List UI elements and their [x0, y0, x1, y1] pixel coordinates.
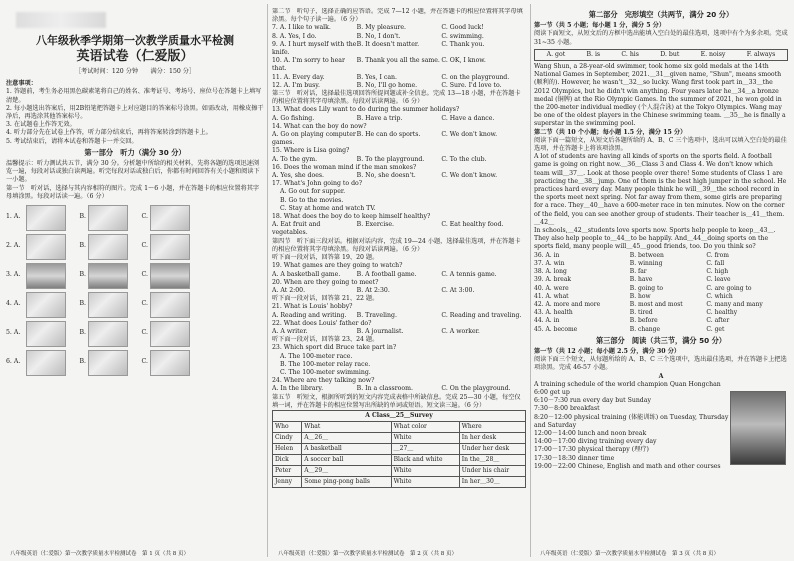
word-option: A. got	[546, 50, 566, 58]
option-label: C.	[141, 329, 148, 337]
word-option: D. but	[660, 50, 680, 58]
option: 38. A. long	[534, 268, 567, 276]
option: C. Good luck!	[441, 24, 484, 32]
option: B. winning	[629, 259, 663, 267]
question-options	[272, 287, 526, 295]
row-label: 2. A.	[6, 242, 21, 250]
question-row	[272, 24, 526, 32]
option: C. At 3:00.	[441, 286, 475, 294]
option: A. Eat fruit and vegetables.	[272, 221, 321, 237]
blurred-header	[16, 12, 106, 28]
option: B. Exercise.	[356, 221, 395, 229]
option-picture	[26, 234, 66, 260]
question: 16. Does the woman mind if the man smokes?	[272, 163, 417, 171]
row-label: 6. A.	[6, 358, 21, 366]
cell: Under his chair	[459, 465, 525, 476]
option: C. Eat healthy food.	[441, 221, 504, 229]
part2-title: 第二部分 完形填空（共两节，满分 20 分）	[588, 10, 734, 19]
note-item: 1. 答题前，考生务必用黑色碳素笔将自己的姓名、准考证号、考场号、座位号在答题卡上填写清楚。	[6, 88, 262, 104]
option: C. We don't know.	[441, 131, 498, 139]
option: 43. A. health	[534, 309, 573, 317]
schedule-line: 14:00－17:00 diving training every day	[534, 438, 657, 446]
question-options	[272, 131, 526, 147]
option: C. Reading and traveling.	[441, 311, 522, 319]
option-picture	[88, 205, 128, 231]
table-header	[273, 421, 526, 432]
word-option: C. his	[621, 50, 639, 58]
cloze-section1-intro: 第一节（共 5 小题；每小题 1 分，满分 5 分）	[534, 22, 666, 30]
option: C. many and many	[706, 300, 763, 308]
word-box	[534, 49, 788, 61]
cell: A basketball	[302, 443, 391, 454]
column-header: What color	[391, 421, 459, 432]
page-1	[6, 8, 264, 543]
option: A. A basketball game.	[272, 270, 341, 278]
page-2-footer: 八年级英语（仁爱版）第一次教学质量水平检测试卷 第 2 页（共 8 页）	[278, 551, 457, 557]
option-label: C.	[141, 300, 148, 308]
section2-intro: 第二节 听句子，选择正确的应答语。完成 7—12 小题，并在答题卡的相应位置将其字母填涂黑。每个句子读一遍。（6 分）	[272, 8, 523, 24]
question: 13. What does Lily want to do during the summer holidays?	[272, 106, 460, 114]
cell: White	[391, 432, 459, 443]
exam-meta: ［考试时间：120 分钟 满分：150 分］	[74, 68, 196, 75]
note-item: 4. 听力部分先在试卷上作答，听力部分结束后，再将答案转涂到答题卡上。	[6, 129, 212, 137]
question-options	[272, 156, 526, 164]
option: C. Thank you.	[441, 40, 485, 48]
option: A. At 2:00.	[272, 286, 306, 294]
option-picture	[26, 321, 66, 347]
question-row	[272, 74, 526, 82]
option: 41. A. what	[534, 292, 569, 300]
option: B. Have a trip.	[356, 114, 403, 122]
row-label: 3. A.	[6, 271, 21, 279]
cloze-row	[534, 285, 788, 293]
reading-section1-intro: 第一节（共 12 小题；每小题 2.5 分，满分 30 分）	[534, 347, 681, 355]
option: B. Traveling.	[356, 311, 397, 319]
option: B. At 2:30.	[356, 286, 390, 294]
table-row	[273, 465, 526, 476]
option: B. No, she doesn't.	[356, 172, 416, 180]
cell: Some ping-pong balls	[302, 476, 391, 487]
picture-row	[6, 349, 264, 376]
section4-note: 听下面一段对话，回答第 21、22 题。	[272, 295, 379, 303]
option: 12. A. I'm busy.	[272, 81, 320, 89]
option-label: B.	[79, 300, 86, 308]
table-row	[273, 454, 526, 465]
option: B. No, I don't.	[356, 32, 401, 40]
picture-row	[6, 262, 264, 289]
table-row	[273, 476, 526, 487]
question: 14. What can the boy do now?	[272, 122, 367, 130]
option: B. tired	[629, 309, 653, 317]
option: B. It doesn't matter.	[356, 40, 420, 48]
passage-sports-field: A lot of students are having all kinds of sports on the sports field. A football game is going on right now.＿36＿Class 3 and Class 4. We don't know which team will＿37＿. Look at those people over there! Some students of Class 1 are practicing the＿38＿jump. One of them is the best high jumper in the school. He practices hard every day. Many people think he will＿39＿the school record in the sports meet next spring. Not far away from them, some girls are preparing for a race. They＿40＿have a 600-meter race in ten minutes. Now on the corner of the field, you can see another group of students. Their teacher is＿41＿them.＿42＿	[534, 153, 787, 226]
table-title: A Class＿25＿Survey	[273, 410, 526, 421]
option: 39. A. break	[534, 276, 572, 284]
page-1-footer: 八年级英语（仁爱版）第一次教学质量水平检测试卷 第 1 页（共 8 页）	[10, 551, 189, 557]
option: B. how	[629, 292, 651, 300]
option: C. To the club.	[441, 155, 487, 163]
athlete-photo	[730, 391, 786, 465]
question-row	[272, 33, 526, 41]
part1-title: 第一部分 听力（满分 30 分）	[84, 147, 186, 157]
word-option: F. always	[746, 50, 776, 58]
note-item: 3. 在试题卷上作答无效。	[6, 121, 76, 129]
column-divider	[267, 4, 268, 557]
section4-note: 听下面一段对话，回答第 23、24 题。	[272, 336, 379, 344]
cloze-row	[534, 268, 788, 276]
passage-wang-shun: Wang Shun, a 28-year-old swimmer, took home six gold medals at the 14th National Games in September, 2021.＿31＿given name, "Shun", means smooth (顺利的). However, he wasn't＿32＿so lucky. Wang first took part in＿33＿the 2012 Olympics, but he didn't win anything. Four years later he＿34＿a bronze medal (铜牌) at the Rio Olympic Games. In the summer of 2021, he won gold in the 200-meter individual medley (个人混合泳) at the Tokyo Olympics. Wang may be one of the oldest players in the Chinese swimming team. ＿35＿he is finally a superstar in the swimming pool.	[534, 63, 786, 128]
cloze-row	[534, 326, 788, 334]
cloze-section1-text: 阅读下面短文，从短文后的方框中选出能填入空白处的最佳选项，选项中有个为多余项。完成 31~35 小题。	[534, 30, 788, 46]
page-2	[272, 8, 526, 543]
survey-table	[272, 410, 526, 488]
question: 15. Where is Lisa going?	[272, 147, 350, 155]
question-row	[272, 57, 526, 73]
option: B. A journalist.	[356, 327, 404, 335]
option: C. The 100-meter swimming.	[280, 368, 371, 376]
option: A. Go out for supper.	[280, 188, 346, 196]
cell: ＿27＿	[391, 443, 459, 454]
option: C. from	[706, 251, 729, 259]
option: C. leave	[706, 276, 731, 284]
passage-a-label: A	[658, 372, 664, 380]
schedule-line: 7:30－8:00 breakfast	[534, 405, 600, 413]
schedule-line: 17:00－17:30 physical therapy (理疗)	[534, 446, 649, 454]
option: C. high	[706, 268, 729, 276]
option: C. after	[706, 317, 730, 325]
option-label: B.	[79, 242, 86, 250]
option: 11. A. Every day.	[272, 73, 325, 81]
cell: White	[391, 465, 459, 476]
option-picture	[88, 292, 128, 318]
cell: Under her desk	[459, 443, 525, 454]
option: A. In the library.	[272, 385, 324, 393]
reading-section1-text: 阅读下面三个短文，从每题所给的 A、B、C 三个选项中，选出最佳选项，并在答题卡上把选项涂黑。完成 46-57 小题。	[534, 356, 787, 372]
option-picture	[150, 350, 190, 376]
question-options	[272, 385, 526, 393]
notes-title: 注意事项：	[6, 80, 37, 88]
question: 21. What is Louis' hobby?	[272, 303, 353, 311]
option-label: C.	[141, 242, 148, 250]
option-label: B.	[79, 271, 86, 279]
cell: White	[391, 476, 459, 487]
option: 8. A. Yes, I do.	[272, 32, 317, 40]
option: A. The 100-meter race.	[280, 352, 353, 360]
question: 19. What games are they going to watch?	[272, 262, 403, 270]
option: 36. A. in	[534, 251, 560, 259]
option: B. most and most	[629, 300, 683, 308]
option-picture	[150, 205, 190, 231]
option-label: C.	[141, 358, 148, 366]
schedule-line: 6:10－7:30 run every day but Sunday	[534, 397, 651, 405]
table-row	[273, 443, 526, 454]
option: B. Thank you all the same.	[356, 57, 440, 65]
cell: Jenny	[273, 476, 302, 487]
passage-sports-field-2: In schools,＿42＿students love sports now. Sports help people to keep＿43＿. They also help people to＿44＿to be happily. And＿44＿doing sports on the sports field, many people will＿45＿good friends, too. Do you think so?	[534, 227, 776, 251]
cell: In her desk	[459, 432, 525, 443]
note-item: 2. 每小题选出答案后，用2B铅笔把答题卡上对应题目的答案标号涂黑。如需改动，用橡皮擦干净后，再选涂其他答案标号。	[6, 104, 264, 121]
option: B. No, I'll go home.	[356, 81, 418, 89]
picture-options	[6, 204, 264, 376]
cloze-options	[534, 252, 788, 334]
cloze-row	[534, 252, 788, 260]
exam-subtitle: 英语试卷（仁爱版）	[76, 49, 194, 64]
cell: In the＿28＿	[459, 454, 525, 465]
picture-row	[6, 320, 264, 347]
option: B. In a classroom.	[356, 385, 413, 393]
schedule-line: A training schedule of the world champion Quan Hongchan	[534, 380, 721, 388]
option: B. have	[629, 276, 653, 284]
row-label: 4. A.	[6, 300, 21, 308]
option: A. A writer.	[272, 327, 308, 335]
question: 22. What does Louis' father do?	[272, 319, 372, 327]
option: 45. A. become	[534, 325, 578, 333]
option: C. get	[706, 325, 725, 333]
option: C. which	[706, 292, 733, 300]
question: 17. What's John going to do?	[272, 180, 363, 188]
part1-note: 温馨提示：听力测试共五节，满分 30 分。分析题中所给的相关材料，先将各题的选项迅速浏览一遍，每段对话或独白读两遍。听完每段对话或独白后，你都有时间回答有关小题和阅读下一小题。	[6, 160, 260, 184]
option: C. fall	[706, 259, 725, 267]
option: C. Sure. I'd love to.	[441, 81, 502, 89]
option-photo	[88, 263, 128, 289]
question: 23. Which sport did Bruce take part in?	[272, 344, 397, 352]
schedule-line: 12:00－14:00 lunch and noon break	[534, 429, 647, 437]
option: A. Go fishing.	[272, 114, 315, 122]
question-options	[272, 328, 526, 336]
question-options	[272, 115, 526, 123]
word-option: B. is	[586, 50, 601, 58]
option: A. Yes, she does.	[272, 172, 324, 180]
question: 18. What does the boy do to keep himself healthy?	[272, 213, 431, 221]
option: B. My pleasure.	[356, 24, 406, 32]
option: B. Go to the movies.	[280, 196, 344, 204]
option: B. between	[629, 251, 664, 259]
cell: Helen	[273, 443, 302, 454]
option: 9. A. I hurt myself with the knife.	[272, 40, 357, 57]
row-label: 1. A.	[6, 213, 21, 221]
option: 42. A. more and more	[534, 300, 601, 308]
passage-a	[534, 381, 788, 471]
option: C. We don't know.	[441, 172, 498, 180]
section3-intro: 第三节 听对话，选择最佳选项回答所提问题或补全信息。完成 13—18 小题，并在答题卡的相应位置将其字母填涂黑。每段对话读两遍。（6 分）	[272, 90, 521, 106]
option: C. OK, I know.	[441, 57, 486, 65]
section4-intro: 第四节 听下面三段对话。根据对话内容，完成 19—24 小题，选择最佳选项，并在答题卡的相应位置将其字母填涂黑。每段对话读两遍。（6 分）	[272, 237, 521, 253]
option-picture	[150, 292, 190, 318]
cell: Black and white	[391, 454, 459, 465]
option: B. The 100-meter relay race.	[280, 360, 371, 368]
picture-row	[6, 233, 264, 260]
question-options	[272, 312, 526, 320]
option-label: B.	[79, 213, 86, 221]
option-label: C.	[141, 213, 148, 221]
cloze-section2-intro: 第二节（共 10 个小题；每小题 1.5 分，满分 15 分）	[534, 128, 687, 136]
option: C. are going to	[706, 284, 752, 292]
table-row	[273, 432, 526, 443]
question-row	[272, 41, 526, 57]
section5-intro: 第五节 听短文，根据所听到的短文内容完成表格中所缺信息。完成 25—30 小题，每空仅填一词，并在答题卡的相应位置写出所缺的单词或短语。短文读三遍。（6 分）	[272, 393, 521, 409]
option: 40. A. were	[534, 284, 569, 292]
option: B. going to	[629, 284, 664, 292]
option-picture	[26, 292, 66, 318]
column-divider	[530, 4, 531, 557]
exam-title: 八年级秋季学期第一次教学质量水平检测	[36, 34, 234, 47]
option: C. On the playground.	[441, 385, 511, 393]
option-picture	[88, 321, 128, 347]
cloze-row	[534, 301, 788, 309]
option-photo	[150, 263, 190, 289]
option: C. Stay at home and watch TV.	[280, 204, 376, 212]
option-picture	[150, 321, 190, 347]
question-options	[272, 221, 526, 237]
column-header: What	[302, 421, 391, 432]
option-picture	[26, 205, 66, 231]
picture-row	[6, 204, 264, 231]
cell: In her＿30＿	[459, 476, 525, 487]
section4-note: 听下面一段对话，回答第 19、20 题。	[272, 254, 379, 262]
picture-row	[6, 291, 264, 318]
schedule-line: 19:00－22:00 Chinese, English and math and other courses	[534, 462, 721, 470]
option-photo	[26, 263, 66, 289]
cloze-row	[534, 317, 788, 325]
option-label: B.	[79, 329, 86, 337]
option-picture	[88, 234, 128, 260]
option: B. A football game.	[356, 270, 417, 278]
word-option: E. noisy	[700, 50, 726, 58]
schedule-line: 17:30－18:30 dinner time	[534, 454, 615, 462]
question: 24. Where are they talking now?	[272, 377, 375, 385]
option: C. A worker.	[441, 327, 480, 335]
note-item: 5. 考试结束后，请将本试卷和答题卡一并交回。	[6, 137, 138, 145]
option: C. on the playground.	[441, 73, 510, 81]
option: B. To the playground.	[356, 155, 425, 163]
cell: A soccer ball	[302, 454, 391, 465]
row-label: 5. A.	[6, 329, 21, 337]
cell: Dick	[273, 454, 302, 465]
option: 44. A. in	[534, 317, 560, 325]
section1-intro: 第一节 听对话，选择与其内容相符的图片。完成 1～6 小题，并在答题卡的相应位置将其字母填涂黑。每段对话读一遍。（6 分）	[6, 184, 260, 200]
cell: Peter	[273, 465, 302, 476]
option-label: B.	[79, 358, 86, 366]
option: C. swimming.	[441, 32, 484, 40]
option: C. healthy	[706, 309, 738, 317]
option: A. Go on playing computer games.	[272, 131, 356, 147]
option-picture	[88, 350, 128, 376]
cloze-row	[534, 276, 788, 284]
option: B. before	[629, 317, 658, 325]
option-label: C.	[141, 271, 148, 279]
option-picture	[26, 350, 66, 376]
schedule-line: 6:00 get up	[534, 388, 570, 396]
column-header: Who	[273, 421, 302, 432]
option: A. To the gym.	[272, 155, 318, 163]
option: C. Have a dance.	[441, 114, 495, 122]
page-3-footer: 八年级英语（仁爱版）第一次教学质量水平检测试卷 第 3 页（共 8 页）	[540, 551, 719, 557]
option-picture	[150, 234, 190, 260]
question-options	[272, 172, 526, 180]
option: B. Yes, I can.	[356, 73, 397, 81]
question: 20. When are they going to meet?	[272, 278, 379, 286]
option: 10. A. I'm sorry to hear that.	[272, 57, 345, 73]
cell: A＿26＿	[302, 432, 391, 443]
option: A. Reading and writing.	[272, 311, 347, 319]
option: C. A tennis game.	[441, 270, 497, 278]
option: B. He can do sports.	[356, 131, 421, 139]
question-row	[272, 82, 526, 90]
option: B. change	[629, 325, 661, 333]
schedule-line: 8:20－12:00 physical training (体能训练) on Tuesday, Thursday and Saturday	[534, 413, 729, 429]
option: 7. A. I like to walk.	[272, 24, 331, 32]
option: 37. A. win	[534, 259, 565, 267]
cloze-row	[534, 260, 788, 268]
cloze-row	[534, 293, 788, 301]
part3-title: 第三部分 阅读（共三节，满分 50 分）	[595, 335, 726, 345]
option: B. far	[629, 268, 647, 276]
cell: Cindy	[273, 432, 302, 443]
column-header: Where	[459, 421, 525, 432]
cell: A＿29＿	[302, 465, 391, 476]
page-3	[534, 8, 788, 543]
cloze-section2-text: 阅读下面一篇短文，从短文后各题所给的 A、B、C 三个选项中，选出可以填入空白处的最佳选项，并在答题卡上将该项涂黑。	[534, 136, 787, 153]
cloze-row	[534, 309, 788, 317]
question-options	[272, 271, 526, 279]
